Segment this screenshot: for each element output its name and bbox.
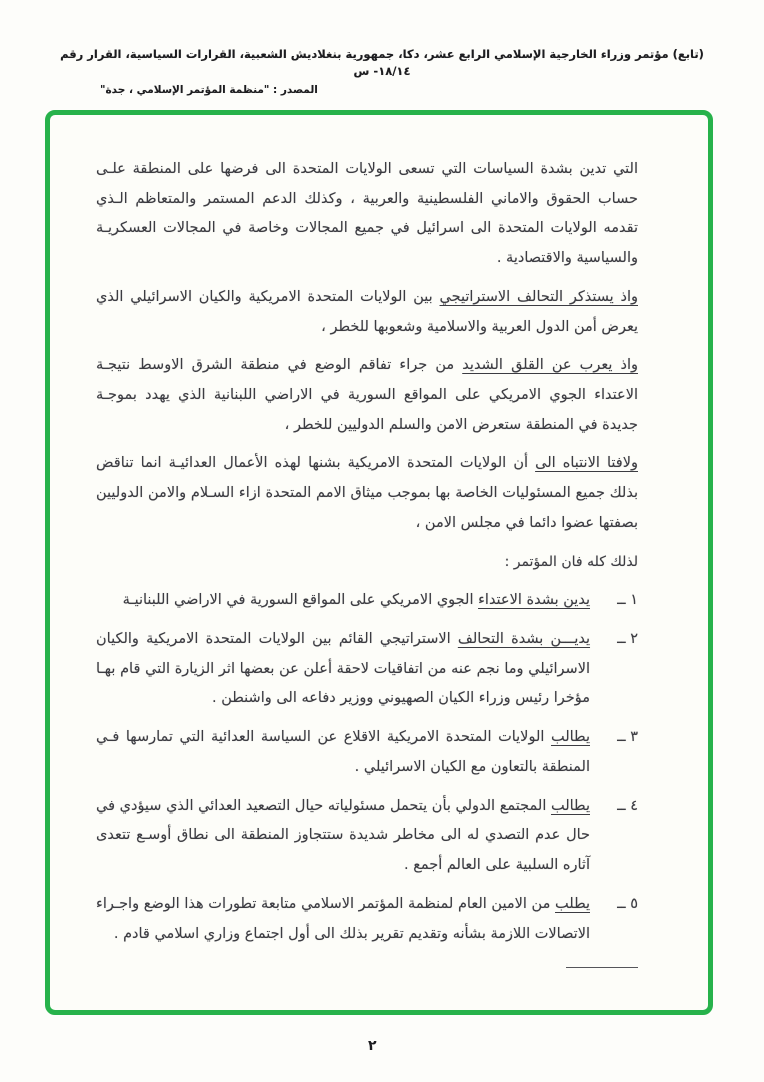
item-number: ١ ــ [617, 592, 638, 609]
paragraph-text: ولافتا الانتباه الى أن الولايات المتحدة الامريكية بشنها لهذه الأعمال العدائيـة انما تناقض بذلك جميع المسئوليات الخاصة بها بموجب ميثاق الامم المتحدة ازاء السـلام والامن الدوليين بصفتها عضوا دائما في مجلس الامن ، [96, 455, 638, 531]
document-body [50, 115, 708, 988]
paragraph [96, 351, 638, 440]
paragraph-text: يديـــن بشدة التحالف الاستراتيجي القائم بين الولايات المتحدة الامريكية والكيان الاسرائيلي وما نجم عنه من اتفاقيات لاحقة أعلن عن بعضها اثر الزيارة التي قام بهـا مؤخرا رئيس وزراء الكيان الصهيوني ووزير دفاعه الى واشنطن . [96, 631, 591, 707]
paragraph-text: التي تدين بشدة السياسات التي تسعى الولايات المتحدة الى فرضها على المنطقة علـى حساب الحقوق والاماني الفلسطينية والعربية ، وكذلك الدعم المستمر والمتعاظم الـذي تقدمه الولايات المتحدة الى اسرائيل في جميع المجالات وخاصة في المجالات العسكريـة والسياسية والاقتصادية . [96, 161, 638, 267]
item-number: ٢ ــ [617, 631, 638, 648]
header-citation: (تابع) مؤتمر وزراء الخارجية الإسلامي الرابع عشر، دكا، جمهورية بنغلاديش الشعبية، القرارات السياسية، القرار رقم ١٨/١٤- س [60, 47, 704, 79]
header-source: المصدر : "منظمة المؤتمر الإسلامي ، جدة" [100, 83, 318, 96]
paragraph [96, 449, 638, 538]
paragraph-text: واذ يعرب عن القلق الشديد من جراء تفاقم الوضع في منطقة الشرق الاوسط نتيجـة الاعتداء الجوي الامريكي على المواقع السورية في الاراضي اللبنانية الذي يهدد بموجـة جديدة في المنطقة ستعرض الامن والسلم الدوليين للخطر ، [96, 357, 638, 433]
paragraph-text: يدين بشدة الاعتداء الجوي الامريكي على المواقع السورية في الاراضي اللبنانيـة [122, 592, 590, 609]
list-item [96, 625, 638, 714]
end-rule [566, 967, 638, 968]
item-number: ٥ ــ [617, 895, 638, 912]
item-number: ٣ ــ [617, 729, 638, 746]
item-number: ٤ ــ [617, 797, 638, 814]
list-item [96, 792, 638, 881]
list-item [96, 723, 638, 782]
paragraph [96, 283, 638, 342]
document-header [0, 0, 764, 96]
paragraph [96, 548, 638, 577]
list-item [96, 890, 638, 949]
paragraph-text: واذ يستذكر التحالف الاستراتيجي بين الولايات المتحدة الامريكية والكيان الاسرائيلي الذي يعرض أمن الدول العربية والاسلامية وشعوبها للخطر ، [96, 288, 638, 335]
paragraph-text: يطالب الولايات المتحدة الامريكية الاقلاع عن السياسة العدائية التي تمارسها فـي المنطقة بالتعاون مع الكيان الاسرائيلي . [96, 729, 590, 775]
scan-frame [45, 110, 713, 1015]
page-number: ٢ [368, 1038, 377, 1054]
paragraph-text: يطالب المجتمع الدولي بأن يتحمل مسئولياته حيال التصعيد العدائي الذي سيؤدي في حال عدم التصدي له الى مخاطر شديدة ستتجاوز المنطقة الى نطاق أوسـع تتعدى آثاره السلبية على العالم أجمع . [96, 797, 590, 874]
paragraph [96, 155, 638, 274]
paragraph-text: يطلب من الامين العام لمنظمة المؤتمر الاسلامي متابعة تطورات هذا الوضع واجـراء الاتصالات اللازمة بشأنه وتقديم تقرير بذلك الى أول اجتماع وزاري اسلامي قادم . [96, 895, 590, 942]
list-item [96, 586, 638, 616]
paragraph-text: لذلك كله فان المؤتمر : [504, 553, 638, 570]
